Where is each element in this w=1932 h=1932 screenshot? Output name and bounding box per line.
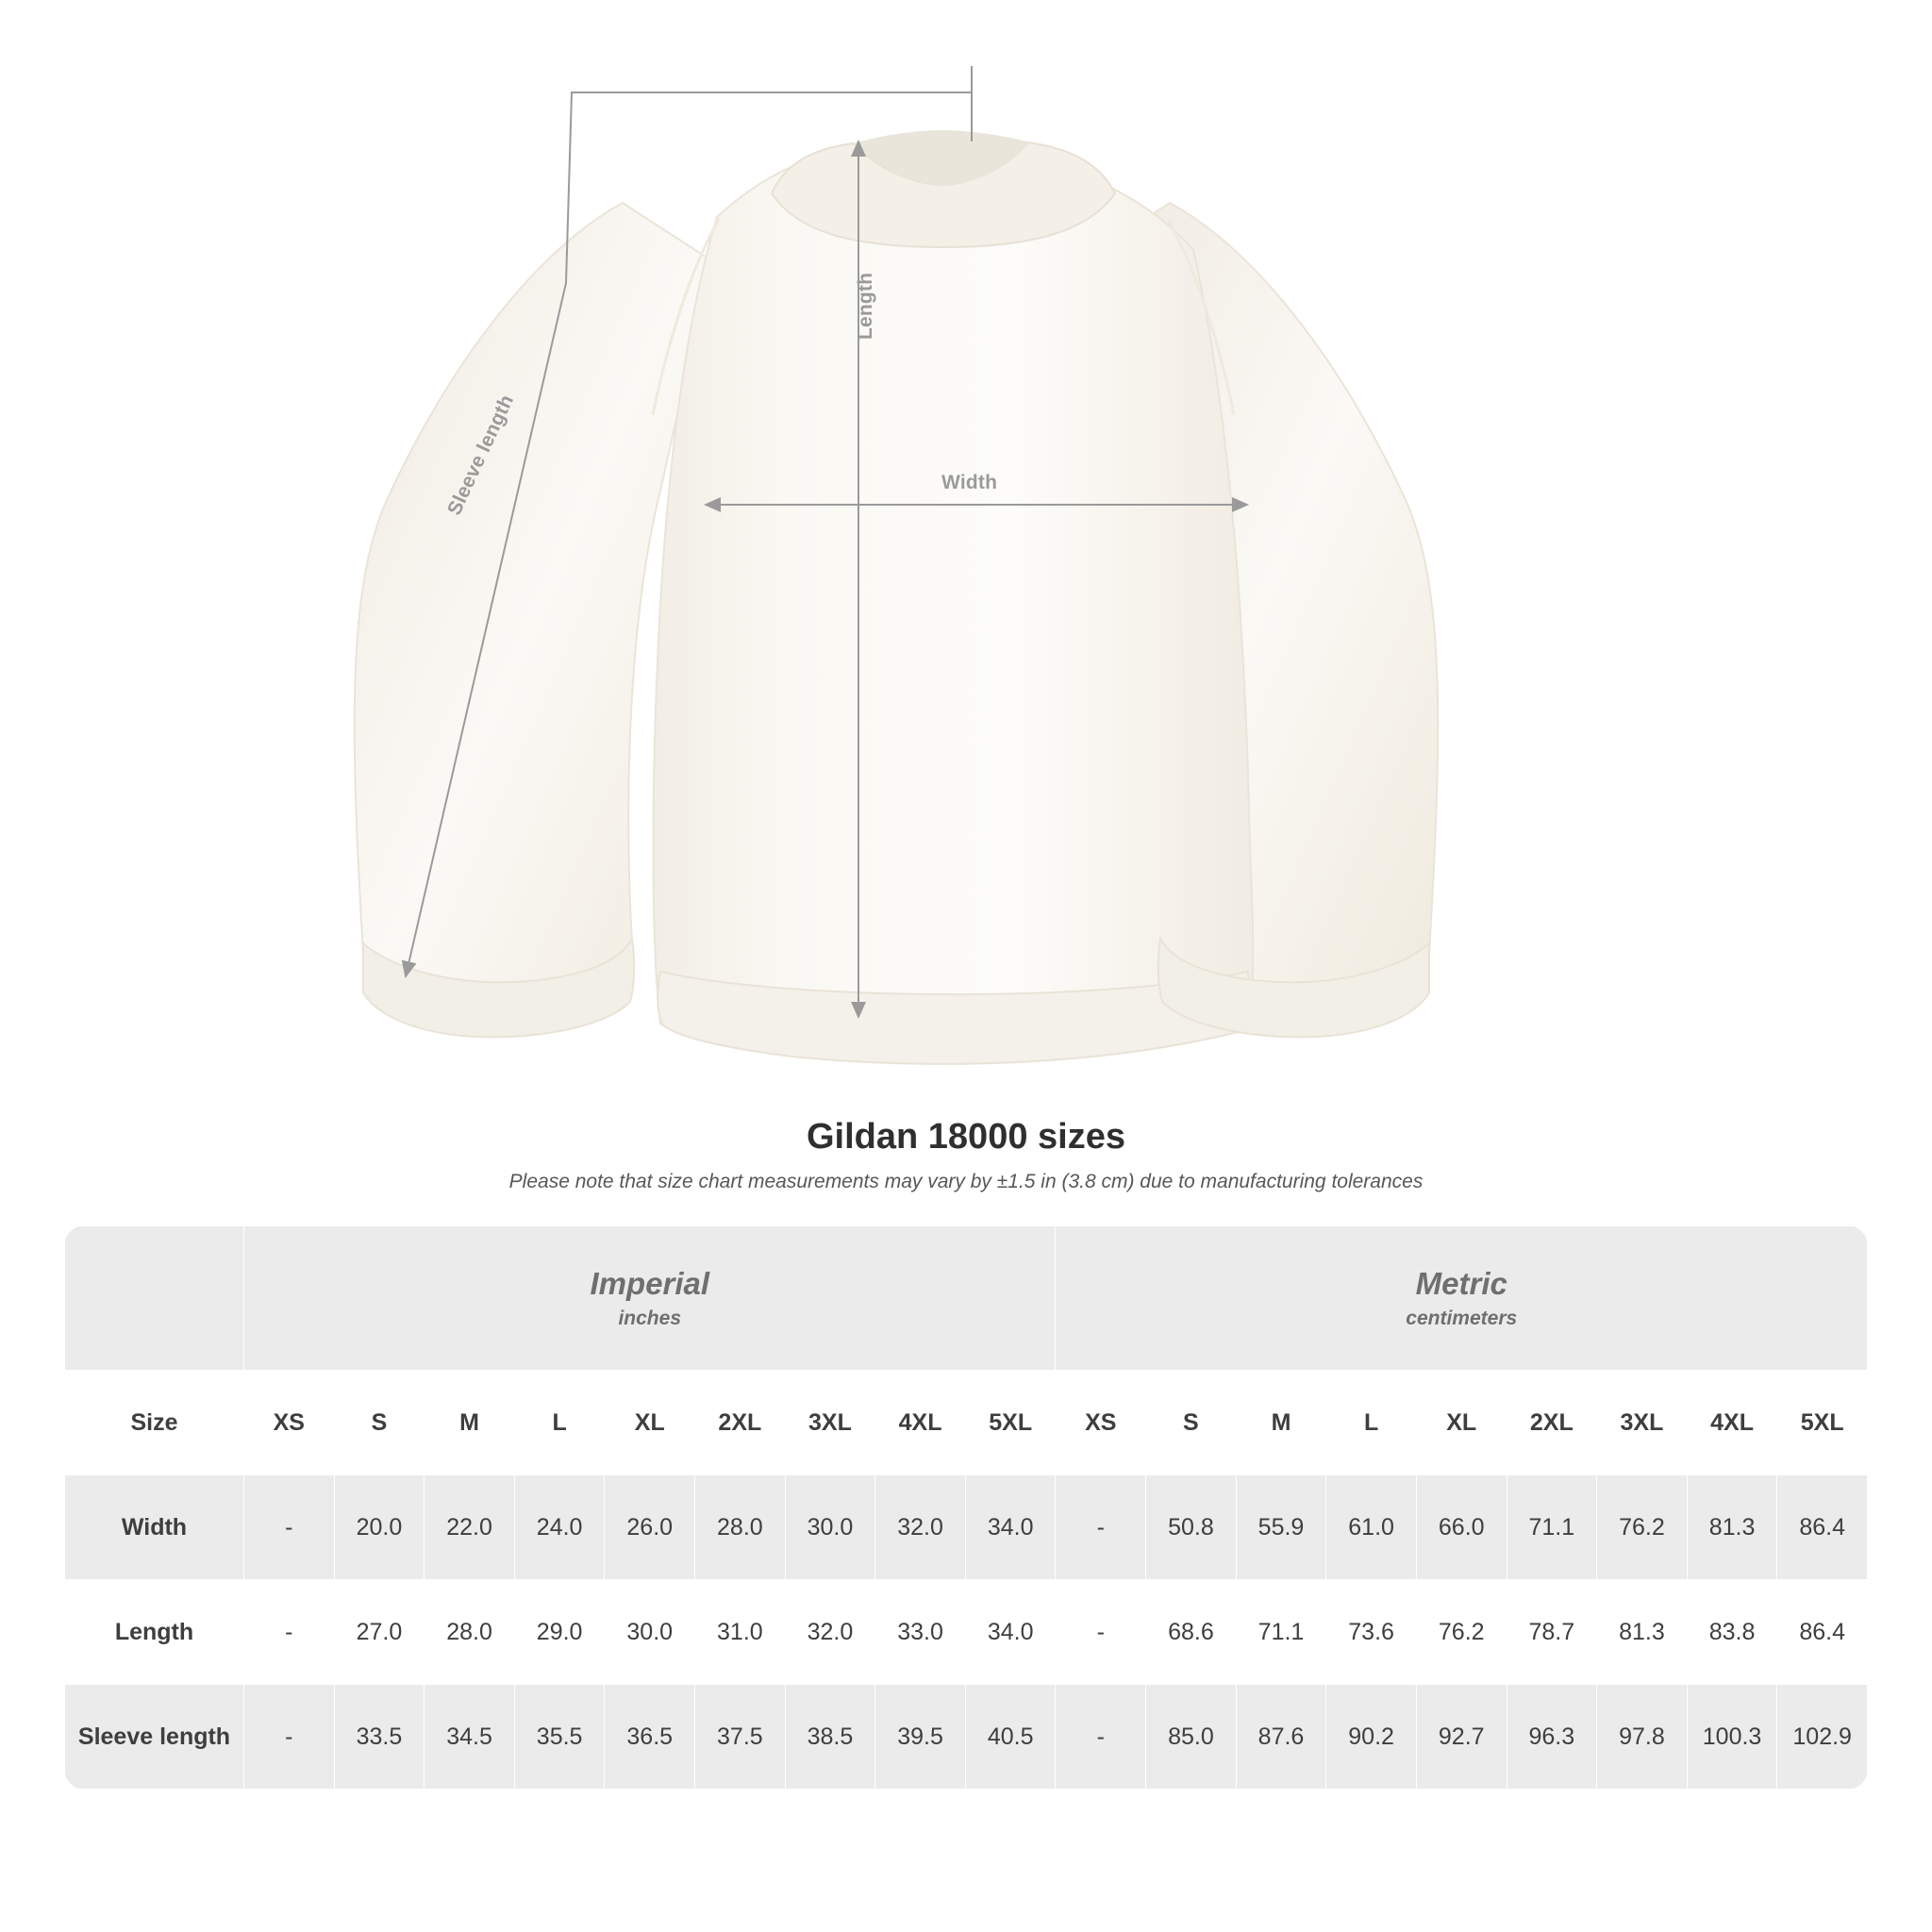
size-column-1: S xyxy=(334,1371,425,1475)
system-name-metric: Metric xyxy=(1415,1266,1507,1302)
table-corner-cell xyxy=(65,1226,244,1371)
cell-1-6: 32.0 xyxy=(785,1580,875,1685)
cell-0-7: 32.0 xyxy=(875,1475,966,1580)
cell-0-8: 34.0 xyxy=(965,1475,1056,1580)
size-column-11: M xyxy=(1236,1371,1326,1475)
cell-1-5: 31.0 xyxy=(695,1580,786,1685)
cell-1-3: 29.0 xyxy=(514,1580,605,1685)
cell-0-5: 28.0 xyxy=(695,1475,786,1580)
size-column-8: 5XL xyxy=(965,1371,1056,1475)
size-column-2: M xyxy=(425,1371,515,1475)
table-row xyxy=(65,1475,1868,1580)
cell-0-11: 55.9 xyxy=(1236,1475,1326,1580)
cell-0-15: 76.2 xyxy=(1597,1475,1688,1580)
size-column-9: XS xyxy=(1056,1371,1146,1475)
size-column-10: S xyxy=(1146,1371,1237,1475)
cell-2-14: 96.3 xyxy=(1507,1685,1597,1790)
size-header-row xyxy=(65,1371,1868,1475)
size-table-container xyxy=(64,1225,1868,1790)
cell-1-1: 27.0 xyxy=(334,1580,425,1685)
cell-1-12: 73.6 xyxy=(1326,1580,1417,1685)
cell-2-10: 85.0 xyxy=(1146,1685,1237,1790)
length-guide-label: Length xyxy=(855,272,876,340)
system-unit-metric: centimeters xyxy=(1406,1307,1518,1329)
cell-0-13: 66.0 xyxy=(1416,1475,1507,1580)
cell-2-8: 40.5 xyxy=(965,1685,1056,1790)
size-column-7: 4XL xyxy=(875,1371,966,1475)
cell-0-10: 50.8 xyxy=(1146,1475,1237,1580)
size-column-0: XS xyxy=(244,1371,335,1475)
cell-1-17: 86.4 xyxy=(1777,1580,1868,1685)
sleeve-length-guide-label: Sleeve length xyxy=(443,391,519,519)
row-header-2: Sleeve length xyxy=(65,1685,244,1790)
size-table-body xyxy=(65,1475,1868,1790)
cell-0-0: - xyxy=(244,1475,335,1580)
size-column-14: 2XL xyxy=(1507,1371,1597,1475)
sweatshirt-body-shape xyxy=(355,130,1438,1064)
title-block xyxy=(0,1117,1932,1193)
cell-2-0: - xyxy=(244,1685,335,1790)
cell-2-17: 102.9 xyxy=(1777,1685,1868,1790)
size-column-12: L xyxy=(1326,1371,1417,1475)
cell-0-3: 24.0 xyxy=(514,1475,605,1580)
cell-1-15: 81.3 xyxy=(1597,1580,1688,1685)
page-title: Gildan 18000 sizes xyxy=(807,1117,1125,1157)
cell-1-11: 71.1 xyxy=(1236,1580,1326,1685)
cell-0-16: 81.3 xyxy=(1687,1475,1777,1580)
cell-2-3: 35.5 xyxy=(514,1685,605,1790)
cell-1-13: 76.2 xyxy=(1416,1580,1507,1685)
system-header-metric xyxy=(1056,1226,1868,1371)
cell-2-4: 36.5 xyxy=(605,1685,695,1790)
size-column-15: 3XL xyxy=(1597,1371,1688,1475)
cell-2-12: 90.2 xyxy=(1326,1685,1417,1790)
cell-2-5: 37.5 xyxy=(695,1685,786,1790)
size-column-6: 3XL xyxy=(785,1371,875,1475)
system-name-imperial: Imperial xyxy=(590,1266,710,1302)
cell-0-12: 61.0 xyxy=(1326,1475,1417,1580)
measurement-system-header-row xyxy=(65,1226,1868,1371)
cell-1-7: 33.0 xyxy=(875,1580,966,1685)
cell-2-7: 39.5 xyxy=(875,1685,966,1790)
cell-1-10: 68.6 xyxy=(1146,1580,1237,1685)
cell-2-9: - xyxy=(1056,1685,1146,1790)
system-unit-imperial: inches xyxy=(618,1307,681,1329)
cell-1-9: - xyxy=(1056,1580,1146,1685)
cell-0-1: 20.0 xyxy=(334,1475,425,1580)
cell-2-6: 38.5 xyxy=(785,1685,875,1790)
size-column-4: XL xyxy=(605,1371,695,1475)
size-column-13: XL xyxy=(1416,1371,1507,1475)
cell-0-4: 26.0 xyxy=(605,1475,695,1580)
cell-0-6: 30.0 xyxy=(785,1475,875,1580)
size-column-16: 4XL xyxy=(1687,1371,1777,1475)
cell-2-15: 97.8 xyxy=(1597,1685,1688,1790)
cell-1-4: 30.0 xyxy=(605,1580,695,1685)
table-row xyxy=(65,1580,1868,1685)
cell-1-2: 28.0 xyxy=(425,1580,515,1685)
cell-1-8: 34.0 xyxy=(965,1580,1056,1685)
cell-1-0: - xyxy=(244,1580,335,1685)
cell-0-9: - xyxy=(1056,1475,1146,1580)
size-column-header: Size xyxy=(65,1371,244,1475)
row-header-1: Length xyxy=(65,1580,244,1685)
system-header-imperial xyxy=(244,1226,1056,1371)
cell-2-13: 92.7 xyxy=(1416,1685,1507,1790)
width-guide-label: Width xyxy=(941,472,998,493)
cell-0-17: 86.4 xyxy=(1777,1475,1868,1580)
cell-2-11: 87.6 xyxy=(1236,1685,1326,1790)
cell-2-16: 100.3 xyxy=(1687,1685,1777,1790)
size-column-17: 5XL xyxy=(1777,1371,1868,1475)
tolerance-note: Please note that size chart measurements may vary by ±1.5 in (3.8 cm) due to manufacturing tolerances xyxy=(508,1171,1424,1192)
size-column-3: L xyxy=(514,1371,605,1475)
cell-1-16: 83.8 xyxy=(1687,1580,1777,1685)
size-column-5: 2XL xyxy=(695,1371,786,1475)
size-table xyxy=(64,1225,1868,1790)
cell-0-2: 22.0 xyxy=(425,1475,515,1580)
cell-2-1: 33.5 xyxy=(334,1685,425,1790)
row-header-0: Width xyxy=(65,1475,244,1580)
cell-0-14: 71.1 xyxy=(1507,1475,1597,1580)
cell-2-2: 34.5 xyxy=(425,1685,515,1790)
table-row xyxy=(65,1685,1868,1790)
cell-1-14: 78.7 xyxy=(1507,1580,1597,1685)
